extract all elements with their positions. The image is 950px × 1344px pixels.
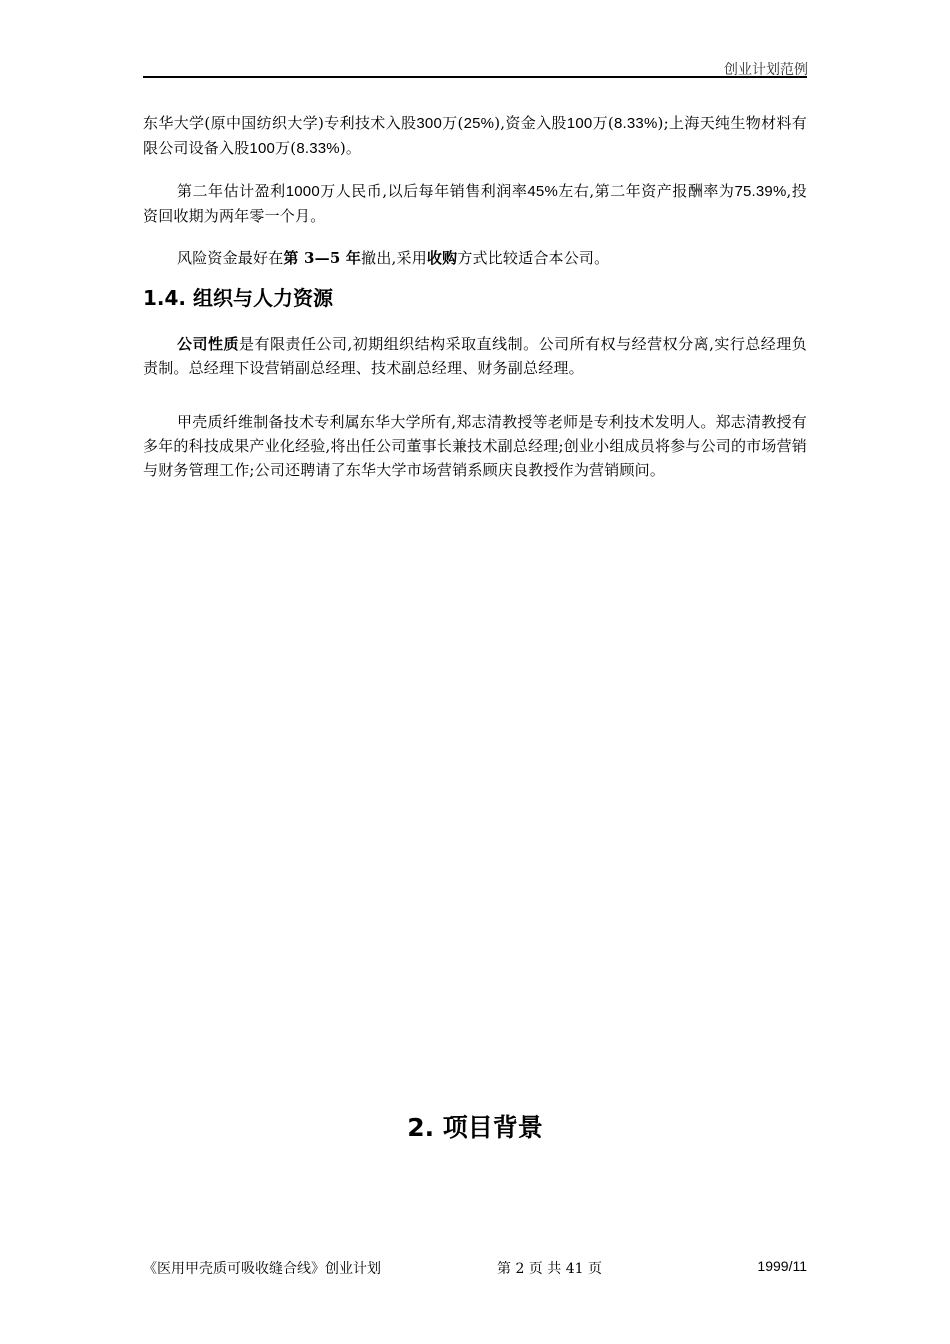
section-heading-1-4: 1.4. 组织与人力资源 — [143, 286, 333, 310]
footer-page-number: 第 2 页 共 41 页 — [497, 1261, 602, 1277]
running-header: 创业计划范例 — [724, 62, 808, 78]
footer-date: 1999/11 — [757, 1258, 807, 1274]
page-footer — [143, 1258, 807, 1278]
paragraph-team: 甲壳质纤维制备技术专利属东华大学所有,郑志清教授等老师是专利技术发明人。郑志清教授有多年的科技成果产业化经验,将出任公司董事长兼技术副总经理;创业小组成员将参与公司的市场营销与财务管理工作;公司还聘请了东华大学市场营销系顾庆良教授作为营销顾问。 — [143, 413, 807, 479]
paragraph-shareholding: 东华大学(原中国纺织大学)专利技术入股300万(25%),资金入股100万(8.33%);上海天纯生物材料有限公司设备入股100万(8.33%)。 — [143, 114, 807, 157]
header-rule — [143, 76, 807, 78]
paragraph-company-nature: 公司性质是有限责任公司,初期组织结构采取直线制。公司所有权与经营权分离,实行总经理负责制。总经理下设营销副总经理、技术副总经理、财务副总经理。 — [143, 335, 807, 377]
page-content — [143, 111, 807, 482]
paragraph-exit: 风险资金最好在第 3—5 年撤出,采用收购方式比较适合本公司。 — [177, 249, 610, 267]
footer-doc-title: 《医用甲壳质可吸收缝合线》创业计划 — [143, 1261, 381, 1277]
paragraph-profit: 第二年估计盈利1000万人民币,以后每年销售利润率45%左右,第二年资产报酬率为75.39%,投资回收期为两年零一个月。 — [143, 182, 808, 225]
section-heading-2: 2. 项目背景 — [407, 1113, 543, 1142]
